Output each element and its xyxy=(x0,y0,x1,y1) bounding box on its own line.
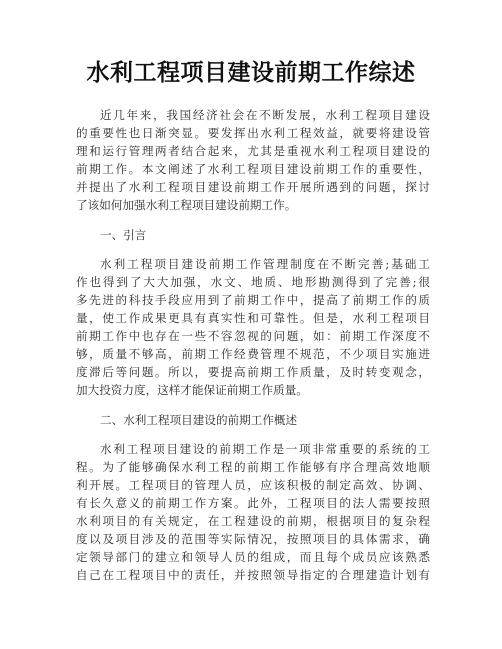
body-line: 程。为了能够确保水利工程的前期工作能够有序合理高效地顺 xyxy=(76,460,430,474)
body-line: 量，使工作成果更具有真实性和可靠性。但是，水利工程项目 xyxy=(76,311,430,325)
abstract-line: 近几年来，我国经济社会在不断发展，水利工程项目建设 xyxy=(100,108,430,122)
section-heading: 二、水利工程项目建设的前期工作概述 xyxy=(100,413,298,427)
page-title: 水利工程项目建设前期工作综述 xyxy=(86,60,416,86)
body-line: 自己在工程项目中的责任，并按照领导指定的合理建造计划有 xyxy=(76,568,430,582)
body-line: 够，质量不够高，前期工作经费管理不规范，不少项目实施进 xyxy=(76,347,430,361)
body-line: 有长久意义的前期工作方案。此外，工程项目的法人需要按照 xyxy=(76,496,430,510)
section-heading: 一、引言 xyxy=(100,228,147,242)
abstract-line: 并提出了水利工程项目建设前期工作开展所遇到的问题，探讨 xyxy=(76,180,430,194)
body-line: 水利工程项目建设的前期工作是一项非常重要的系统的工 xyxy=(100,442,430,456)
body-line: 度滞后等问题。所以，要提高前期工作质量，及时转变观念， xyxy=(76,365,430,379)
body-line: 加大投资力度，这样才能保证前期工作质量。 xyxy=(76,383,308,397)
body-line: 前期工作中也存在一些不容忽视的问题，如：前期工作深度不 xyxy=(76,329,430,343)
abstract-line: 了该如何加强水利工程项目建设前期工作。 xyxy=(76,198,297,212)
body-line: 度以及项目涉及的范围等实际情况，按照项目的具体需求，确 xyxy=(76,532,430,546)
abstract-line: 前期工作。本文阐述了水利工程项目建设前期工作的重要性， xyxy=(76,162,430,176)
body-line: 定领导部门的建立和领导人员的组成，而且每个成员应该熟悉 xyxy=(76,550,430,564)
body-line: 作也得到了大大加强，水文、地质、地形勘测得到了完善;很 xyxy=(76,275,430,289)
body-line: 水利工程项目建设前期工作管理制度在不断完善;基础工 xyxy=(100,257,430,271)
abstract-line: 理和运行管理两者结合起来，尤其是重视水利工程项目建设的 xyxy=(76,144,430,158)
body-line: 利开展。工程项目的管理人员，应该积极的制定高效、协调、 xyxy=(76,478,430,492)
abstract-line: 的重要性也日渐突显。要发挥出水利工程效益，就要将建设管 xyxy=(76,126,430,140)
body-line: 水利项目的有关规定，在工程建设的前期，根据项目的复杂程 xyxy=(76,514,430,528)
body-line: 多先进的科技手段应用到了前期工作中，提高了前期工作的质 xyxy=(76,293,430,307)
